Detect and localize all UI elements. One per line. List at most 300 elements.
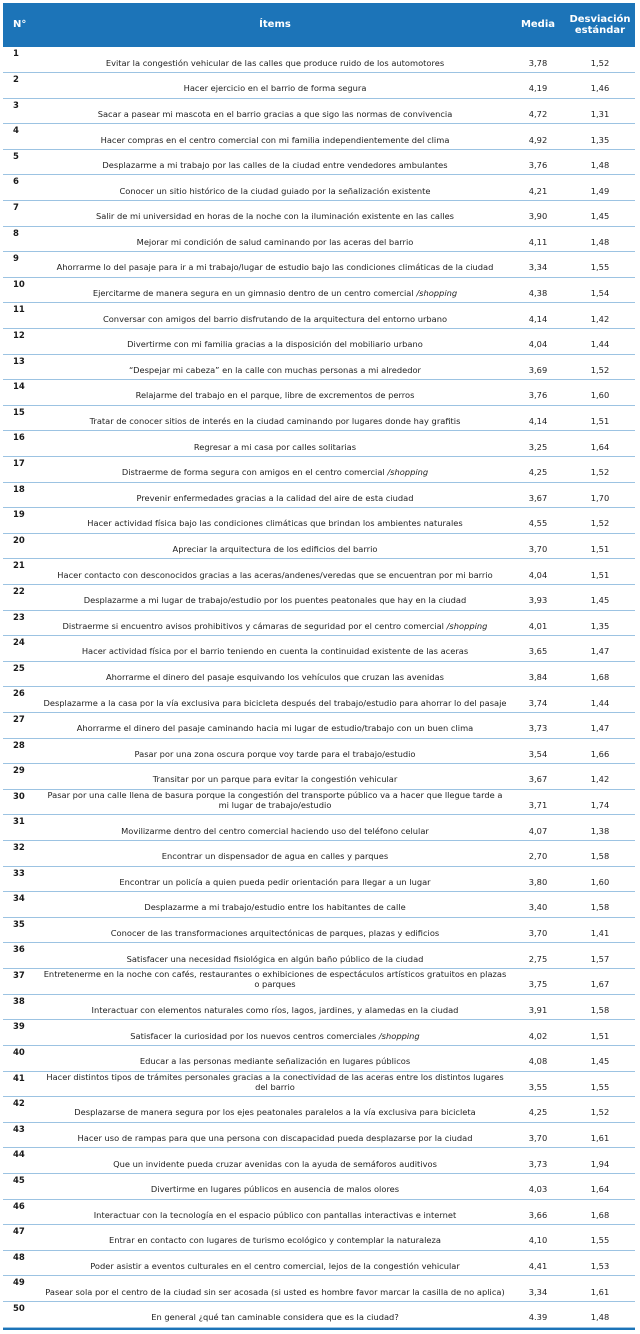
row-std-dev: 1,60 — [590, 876, 610, 887]
table-row — [3, 1122, 635, 1148]
table-row — [3, 380, 635, 406]
row-item-text — [39, 252, 511, 278]
item-text: Salir de mi universidad en horas de la noche con la iluminación existente en las calles — [95, 211, 455, 222]
table-header-row — [3, 3, 635, 47]
item-text: Pasar por una calle llena de basura porque la congestión del transporte público va a hacer que llegue tarde a mi lugar de trabajo/estudio — [47, 789, 503, 811]
row-item-text — [39, 1174, 511, 1200]
row-number: 18 — [13, 484, 25, 495]
table-row — [3, 47, 635, 73]
row-media: 3,75 — [528, 979, 548, 990]
row-std-dev: 1,51 — [590, 416, 610, 427]
row-media: 3,71 — [528, 800, 548, 811]
item-italic-text: /shopping — [387, 467, 429, 478]
item-text: Satisfacer la curiosidad por los nuevos centros comerciales — [130, 1030, 379, 1041]
table-row — [3, 610, 635, 636]
row-std-dev: 1,42 — [590, 774, 610, 785]
data-table-container — [3, 3, 635, 1330]
row-number: 7 — [13, 203, 19, 214]
row-media: 4,07 — [528, 825, 548, 836]
row-std-dev: 1,46 — [590, 83, 610, 94]
table-row — [3, 508, 635, 534]
table-row — [3, 1020, 635, 1046]
item-text: Interactuar con la tecnología en el espacio público con pantallas interactivas e internet — [93, 1209, 457, 1220]
row-number: 22 — [13, 586, 25, 597]
item-text: Ahorrarme el dinero del pasaje esquivando los vehículos que cruzan las avenidas — [106, 671, 444, 682]
table-row — [3, 1045, 635, 1071]
row-item-text — [39, 789, 511, 815]
row-number: 1 — [13, 49, 19, 59]
item-text: Transitar por un parque para evitar la congestión vehicular — [152, 774, 398, 785]
row-media: 4,04 — [528, 569, 548, 580]
row-item-text — [39, 610, 511, 636]
row-media: 4,38 — [528, 288, 548, 299]
row-std-dev: 1,41 — [590, 928, 610, 939]
item-text: Evitar la congestión vehicular de las calles que produce ruido de los automotores — [105, 57, 445, 68]
row-item-text — [39, 482, 511, 508]
table-row — [3, 1276, 635, 1302]
table-row — [3, 482, 635, 508]
row-item-text — [39, 1199, 511, 1225]
row-std-dev: 1,35 — [590, 620, 610, 631]
row-item-text — [39, 457, 511, 483]
table-row — [3, 738, 635, 764]
row-std-dev: 1,31 — [590, 108, 610, 119]
item-text: Entretenerme en la noche con cafés, restaurantes o exhibiciones de espectáculos artísticos gratuitos en plazas o parques — [43, 969, 507, 990]
row-item-text — [39, 994, 511, 1020]
row-item-text — [39, 1097, 511, 1123]
row-media: 4,21 — [528, 185, 548, 196]
row-item-text — [39, 226, 511, 252]
table-row — [3, 917, 635, 943]
table-row — [3, 226, 635, 252]
row-std-dev: 1,38 — [590, 825, 610, 836]
item-text: Regresar a mi casa por calles solitarias — [193, 441, 357, 452]
item-text: Desplazarse de manera segura por los ejes peatonales paralelos a la vía exclusiva para bicicleta — [74, 1107, 476, 1118]
row-number: 9 — [13, 254, 19, 265]
row-media: 3,70 — [528, 1133, 548, 1144]
row-media: 3,76 — [528, 160, 548, 171]
row-number: 31 — [13, 817, 25, 828]
row-number: 48 — [13, 1252, 25, 1263]
item-text: Movilizarme dentro del centro comercial haciendo uso del teléfono celular — [121, 825, 429, 836]
item-text: Ejercitarme de manera segura en un gimnasio dentro de un centro comercial — [92, 288, 417, 299]
row-number: 30 — [13, 791, 25, 802]
item-text: Pasar por una zona oscura porque voy tarde para el trabajo/estudio — [134, 748, 416, 759]
row-number: 27 — [13, 714, 25, 725]
table-row — [3, 1174, 635, 1200]
row-item-text — [39, 892, 511, 918]
row-item-text — [39, 380, 511, 406]
table-row — [3, 1250, 635, 1276]
table-row — [3, 457, 635, 483]
table-row — [3, 815, 635, 841]
row-media: 4.39 — [528, 1312, 548, 1323]
table-row — [3, 1225, 635, 1251]
row-media: 3,70 — [528, 544, 548, 555]
item-text: Hacer compras en el centro comercial con mi familia independientemente del clima — [100, 134, 450, 145]
table-row — [3, 303, 635, 329]
table-row — [3, 1148, 635, 1174]
row-std-dev: 1,52 — [590, 57, 610, 68]
row-std-dev: 1,55 — [590, 1235, 610, 1246]
item-text: Conocer de las transformaciones arquitectónicas de parques, plazas y edificios — [110, 928, 440, 939]
row-number: 49 — [13, 1278, 25, 1289]
row-std-dev: 1,52 — [590, 518, 610, 529]
row-media: 3,70 — [528, 928, 548, 939]
item-text: Apreciar la arquitectura de los edificios del barrio — [172, 544, 378, 555]
row-std-dev: 1,49 — [590, 185, 610, 196]
row-item-text — [39, 533, 511, 559]
row-media: 4,14 — [528, 416, 548, 427]
items-table — [3, 3, 635, 1328]
row-std-dev: 1,52 — [590, 1107, 610, 1118]
item-text: En general ¿qué tan caminable considera que es la ciudad? — [151, 1312, 399, 1323]
row-media: 4,25 — [528, 1107, 548, 1118]
item-text: Distraerme de forma segura con amigos en el centro comercial — [121, 467, 388, 478]
row-number: 45 — [13, 1176, 25, 1186]
row-number: 50 — [13, 1303, 25, 1314]
row-item-text — [39, 764, 511, 790]
row-number: 34 — [13, 894, 25, 905]
table-row — [3, 149, 635, 175]
row-number: 39 — [13, 1022, 25, 1033]
row-item-text — [39, 73, 511, 99]
row-std-dev: 1,48 — [590, 236, 610, 247]
row-std-dev: 1,47 — [590, 723, 610, 734]
row-media: 3,76 — [528, 390, 548, 401]
row-std-dev: 1,58 — [590, 902, 610, 913]
row-std-dev: 1,45 — [590, 1056, 610, 1067]
table-row — [3, 661, 635, 687]
row-std-dev: 1,48 — [590, 160, 610, 171]
item-text: Hacer actividad física por el barrio teniendo en cuenta la continuidad existente de las aceras — [81, 646, 469, 657]
row-media: 3,80 — [528, 876, 548, 887]
row-std-dev: 1,51 — [590, 569, 610, 580]
table-row — [3, 1071, 635, 1097]
table-row — [3, 98, 635, 124]
row-std-dev: 1,51 — [590, 544, 610, 555]
item-text: Poder asistir a eventos culturales en el centro comercial, lejos de la congestión vehicular — [90, 1261, 460, 1272]
item-text: Hacer actividad física bajo las condiciones climáticas que brindan los ambientes naturales — [87, 518, 463, 529]
row-item-text — [39, 943, 511, 969]
row-number: 21 — [13, 561, 25, 572]
row-item-text — [39, 277, 511, 303]
item-text: Desplazarme a la casa por la vía exclusiva para bicicleta después del trabajo/estudio para ahorrar lo del pasaje — [43, 697, 507, 708]
row-item-text — [39, 508, 511, 534]
item-text: Ahorrarme lo del pasaje para ir a mi trabajo/lugar de estudio bajo las condiciones climáticas de la ciudad — [56, 262, 494, 273]
row-media: 3,91 — [528, 1004, 548, 1015]
table-row — [3, 584, 635, 610]
row-number: 38 — [13, 996, 25, 1007]
row-number: 26 — [13, 689, 25, 700]
row-std-dev: 1,42 — [590, 313, 610, 324]
row-media: 2,75 — [528, 953, 548, 964]
table-row — [3, 533, 635, 559]
row-item-text — [39, 841, 511, 867]
row-item-text — [39, 969, 511, 995]
row-media: 3,55 — [528, 1081, 548, 1092]
row-number: 32 — [13, 843, 25, 854]
item-italic-text: /shopping — [446, 620, 488, 631]
row-media: 4,55 — [528, 518, 548, 529]
item-text: Conocer un sitio histórico de la ciudad guiado por la señalización existente — [119, 185, 431, 196]
table-row — [3, 1301, 635, 1327]
table-row — [3, 892, 635, 918]
row-std-dev: 1,61 — [590, 1133, 610, 1144]
row-number: 42 — [13, 1099, 25, 1110]
item-text: Hacer distintos tipos de trámites personales gracias a la conectividad de las aceras entre los distintos lugares del barrio — [46, 1071, 504, 1092]
row-media: 4,01 — [528, 620, 548, 631]
row-media: 4,08 — [528, 1056, 548, 1067]
row-number: 35 — [13, 919, 25, 930]
row-number: 24 — [13, 638, 25, 649]
row-media: 4,03 — [528, 1184, 548, 1195]
row-std-dev: 1,52 — [590, 467, 610, 478]
item-text: “Despejar mi cabeza” en la calle con muchas personas a mi alrededor — [129, 364, 421, 375]
row-std-dev: 1,58 — [590, 1004, 610, 1015]
row-number: 19 — [13, 510, 25, 521]
row-item-text — [39, 431, 511, 457]
row-media: 3,69 — [528, 364, 548, 375]
row-media: 3,54 — [528, 748, 548, 759]
row-number: 12 — [13, 331, 25, 342]
table-row — [3, 559, 635, 585]
row-media: 2,70 — [528, 851, 548, 862]
row-std-dev: 1,55 — [590, 1081, 610, 1092]
row-media: 3,73 — [528, 723, 548, 734]
item-text: Hacer ejercicio en el barrio de forma segura — [183, 83, 367, 94]
row-number: 40 — [13, 1047, 25, 1058]
row-number: 47 — [13, 1227, 25, 1238]
row-std-dev: 1,74 — [590, 800, 610, 811]
row-number: 2 — [13, 75, 19, 86]
row-item-text — [39, 1020, 511, 1046]
table-row — [3, 636, 635, 662]
row-number: 41 — [13, 1073, 25, 1084]
row-item-text — [39, 1148, 511, 1174]
row-item-text — [39, 687, 511, 713]
table-row — [3, 405, 635, 431]
table-row — [3, 329, 635, 355]
row-number: 36 — [13, 945, 25, 956]
row-std-dev: 1,94 — [590, 1158, 610, 1169]
row-item-text — [39, 201, 511, 227]
row-item-text — [39, 1250, 511, 1276]
row-item-text — [39, 175, 511, 201]
item-text: Educar a las personas mediante señalización en lugares públicos — [139, 1056, 411, 1067]
table-row — [3, 687, 635, 713]
item-text: Distraerme si encuentro avisos prohibitivos y cámaras de seguridad por el centro comercial — [62, 620, 447, 631]
row-item-text — [39, 124, 511, 150]
row-media: 4,04 — [528, 339, 548, 350]
item-text: Entrar en contacto con lugares de turismo ecológico y contemplar la naturaleza — [109, 1235, 441, 1246]
row-number: 15 — [13, 407, 25, 418]
row-std-dev: 1,45 — [590, 211, 610, 222]
row-number: 44 — [13, 1150, 25, 1161]
row-number: 46 — [13, 1201, 25, 1212]
row-std-dev: 1,70 — [590, 492, 610, 503]
row-std-dev: 1,64 — [590, 1184, 610, 1195]
row-item-text — [39, 636, 511, 662]
table-row — [3, 866, 635, 892]
row-std-dev: 1,58 — [590, 851, 610, 862]
row-std-dev: 1,68 — [590, 671, 610, 682]
table-row — [3, 175, 635, 201]
row-item-text — [39, 405, 511, 431]
row-std-dev: 1,53 — [590, 1261, 610, 1272]
row-number: 13 — [13, 356, 25, 367]
row-number: 23 — [13, 612, 25, 623]
item-text: Que un invidente pueda cruzar avenidas con la ayuda de semáforos auditivos — [113, 1158, 437, 1169]
item-text: Prevenir enfermedades gracias a la calidad del aire de esta ciudad — [136, 492, 414, 503]
row-std-dev: 1,35 — [590, 134, 610, 145]
row-item-text — [39, 47, 511, 73]
row-number: 10 — [13, 279, 25, 290]
row-std-dev: 1,57 — [590, 953, 610, 964]
table-row — [3, 73, 635, 99]
row-number: 28 — [13, 740, 25, 751]
header-number: N° — [3, 3, 39, 47]
row-media: 3,25 — [528, 441, 548, 452]
row-item-text — [39, 712, 511, 738]
item-text: Interactuar con elementos naturales como ríos, lagos, jardines, y alamedas en la ciudad — [91, 1004, 459, 1015]
row-media: 3,40 — [528, 902, 548, 913]
item-text: Satisfacer una necesidad fisiológica en algún baño público de la ciudad — [126, 953, 424, 964]
row-item-text — [39, 661, 511, 687]
row-item-text — [39, 1276, 511, 1302]
row-item-text — [39, 1225, 511, 1251]
row-item-text — [39, 1045, 511, 1071]
table-bottom-rule — [3, 1328, 635, 1330]
row-std-dev: 1,66 — [590, 748, 610, 759]
row-std-dev: 1,51 — [590, 1030, 610, 1041]
row-item-text — [39, 98, 511, 124]
row-media: 3,90 — [528, 211, 548, 222]
row-std-dev: 1,55 — [590, 262, 610, 273]
row-number: 33 — [13, 868, 25, 879]
item-text: Desplazarme a mi lugar de trabajo/estudio por los puentes peatonales que hay en la ciudad — [83, 595, 467, 606]
table-row — [3, 994, 635, 1020]
item-text: Conversar con amigos del barrio disfrutando de la arquitectura del entorno urbano — [102, 313, 448, 324]
row-media: 4,14 — [528, 313, 548, 324]
row-media: 4,10 — [528, 1235, 548, 1246]
item-text: Divertirme en lugares públicos en ausencia de malos olores — [150, 1184, 400, 1195]
item-text: Hacer uso de rampas para que una persona con discapacidad pueda desplazarse por la ciudad — [77, 1133, 473, 1144]
row-number: 43 — [13, 1124, 25, 1135]
table-row — [3, 789, 635, 815]
row-item-text — [39, 1071, 511, 1097]
row-number: 25 — [13, 663, 25, 674]
row-number: 29 — [13, 766, 25, 777]
row-media: 3,34 — [528, 1286, 548, 1297]
row-std-dev: 1,52 — [590, 364, 610, 375]
row-item-text — [39, 559, 511, 585]
item-italic-text: /shopping — [416, 288, 458, 299]
row-number: 14 — [13, 382, 25, 393]
row-number: 11 — [13, 305, 25, 316]
table-row — [3, 431, 635, 457]
row-number: 3 — [13, 100, 19, 111]
row-media: 3,34 — [528, 262, 548, 273]
row-std-dev: 1,64 — [590, 441, 610, 452]
row-media: 3,67 — [528, 774, 548, 785]
header-std-dev: Desviación estándar — [565, 3, 635, 47]
row-std-dev: 1,48 — [590, 1312, 610, 1323]
row-media: 3,73 — [528, 1158, 548, 1169]
row-item-text — [39, 1301, 511, 1327]
row-media: 4,25 — [528, 467, 548, 478]
item-text: Encontrar un policía a quien pueda pedir orientación para llegar a un lugar — [119, 876, 431, 887]
row-std-dev: 1,54 — [590, 288, 610, 299]
item-text: Hacer contacto con desconocidos gracias a las aceras/andenes/veredas que se encuentran por mi barrio — [57, 569, 493, 580]
row-media: 4,72 — [528, 108, 548, 119]
row-std-dev: 1,47 — [590, 646, 610, 657]
row-item-text — [39, 1122, 511, 1148]
row-media: 4,92 — [528, 134, 548, 145]
item-text: Sacar a pasear mi mascota en el barrio gracias a que sigo las normas de convivencia — [97, 108, 453, 119]
row-media: 3,66 — [528, 1209, 548, 1220]
row-item-text — [39, 866, 511, 892]
row-item-text — [39, 738, 511, 764]
header-media: Media — [511, 3, 565, 47]
table-row — [3, 712, 635, 738]
row-std-dev: 1,44 — [590, 339, 610, 350]
table-row — [3, 1097, 635, 1123]
row-number: 8 — [13, 228, 19, 239]
row-media: 4,41 — [528, 1261, 548, 1272]
table-row — [3, 969, 635, 995]
row-item-text — [39, 815, 511, 841]
table-body — [3, 47, 635, 1327]
table-row — [3, 1199, 635, 1225]
row-number: 37 — [13, 971, 25, 981]
table-row — [3, 764, 635, 790]
table-row — [3, 277, 635, 303]
item-text: Divertirme con mi familia gracias a la disposición del mobiliario urbano — [127, 339, 423, 350]
item-text: Desplazarme a mi trabajo/estudio entre los habitantes de calle — [144, 902, 406, 913]
row-media: 4,02 — [528, 1030, 548, 1041]
row-media: 4,19 — [528, 83, 548, 94]
table-row — [3, 841, 635, 867]
row-media: 3,84 — [528, 671, 548, 682]
item-text: Desplazarme a mi trabajo por las calles de la ciudad entre vendedores ambulantes — [102, 160, 448, 171]
row-number: 17 — [13, 459, 25, 469]
row-item-text — [39, 303, 511, 329]
row-item-text — [39, 584, 511, 610]
item-italic-text: /shopping — [378, 1030, 420, 1041]
table-row — [3, 354, 635, 380]
row-std-dev: 1,61 — [590, 1286, 610, 1297]
table-row — [3, 943, 635, 969]
row-media: 4,11 — [528, 236, 548, 247]
row-item-text — [39, 329, 511, 355]
item-text: Tratar de conocer sitios de interés en la ciudad caminando por lugares donde hay grafitis — [89, 416, 461, 427]
row-std-dev: 1,67 — [590, 979, 610, 990]
item-text: Pasear sola por el centro de la ciudad sin ser acosada (si usted es hombre favor marcar la casilla de no aplica) — [45, 1286, 505, 1297]
table-row — [3, 124, 635, 150]
item-text: Mejorar mi condición de salud caminando por las aceras del barrio — [136, 236, 414, 247]
row-media: 3,93 — [528, 595, 548, 606]
item-text: Encontrar un dispensador de agua en calles y parques — [161, 851, 389, 862]
item-text: Ahorrarme el dinero del pasaje caminando hacia mi lugar de estudio/trabajo con un buen clima — [76, 723, 474, 734]
row-item-text — [39, 917, 511, 943]
row-number: 5 — [13, 151, 19, 162]
row-number: 20 — [13, 535, 25, 546]
row-number: 4 — [13, 126, 19, 137]
row-media: 3,67 — [528, 492, 548, 503]
row-std-dev: 1,60 — [590, 390, 610, 401]
row-number: 16 — [13, 433, 25, 444]
